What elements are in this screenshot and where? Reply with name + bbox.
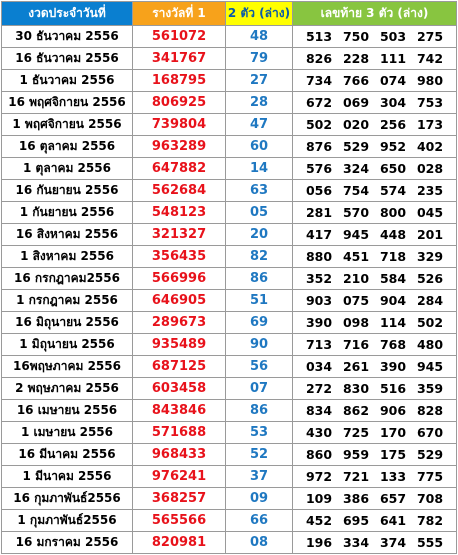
draw-date: 1 มิถุนายน 2556 — [2, 334, 133, 356]
draw-date: 16 มกราคม 2556 — [2, 532, 133, 554]
table-row — [2, 378, 457, 400]
three-digit-number: 672 — [305, 95, 333, 110]
draw-date: 16พฤษภาคม 2556 — [2, 356, 133, 378]
three-digit-number: 826 — [305, 51, 333, 66]
header-three-digit: เลขท้าย 3 ตัว (ล่าง) — [293, 2, 457, 26]
draw-date: 16 กันยายน 2556 — [2, 180, 133, 202]
three-digit-numbers — [293, 466, 457, 488]
three-digit-numbers — [293, 26, 457, 48]
three-digit-number: 670 — [416, 425, 444, 440]
two-digit-number: 51 — [226, 290, 293, 312]
three-digit-number: 133 — [379, 469, 407, 484]
two-digit-number: 14 — [226, 158, 293, 180]
three-digit-number: 329 — [416, 249, 444, 264]
draw-date: 1 มีนาคม 2556 — [2, 466, 133, 488]
table-row — [2, 312, 457, 334]
three-digit-number: 334 — [342, 535, 370, 550]
two-digit-number: 09 — [226, 488, 293, 510]
two-digit-number: 48 — [226, 26, 293, 48]
three-digit-number: 281 — [305, 205, 333, 220]
table-row — [2, 532, 457, 554]
table-row — [2, 26, 457, 48]
three-digit-numbers — [293, 532, 457, 554]
first-prize-number: 566996 — [133, 268, 226, 290]
two-digit-number: 79 — [226, 48, 293, 70]
three-digit-number: 324 — [342, 161, 370, 176]
three-digit-number: 529 — [342, 139, 370, 154]
three-digit-numbers — [293, 334, 457, 356]
three-digit-number: 529 — [416, 447, 444, 462]
three-digit-number: 210 — [342, 271, 370, 286]
three-digit-number: 074 — [379, 73, 407, 88]
two-digit-number: 90 — [226, 334, 293, 356]
three-digit-number: 734 — [305, 73, 333, 88]
three-digit-number: 903 — [305, 293, 333, 308]
three-digit-numbers — [293, 422, 457, 444]
draw-date: 1 กุมภาพันธ์2556 — [2, 510, 133, 532]
table-row — [2, 488, 457, 510]
three-digit-number: 830 — [342, 381, 370, 396]
three-digit-numbers — [293, 400, 457, 422]
three-digit-number: 503 — [379, 29, 407, 44]
three-digit-numbers — [293, 268, 457, 290]
draw-date: 16 กรกฎาคม2556 — [2, 268, 133, 290]
three-digit-number: 402 — [416, 139, 444, 154]
two-digit-number: 20 — [226, 224, 293, 246]
three-digit-number: 876 — [305, 139, 333, 154]
two-digit-number: 53 — [226, 422, 293, 444]
three-digit-number: 480 — [416, 337, 444, 352]
three-digit-number: 650 — [379, 161, 407, 176]
results-body — [2, 26, 457, 554]
three-digit-number: 417 — [305, 227, 333, 242]
two-digit-number: 86 — [226, 400, 293, 422]
two-digit-number: 52 — [226, 444, 293, 466]
three-digit-number: 390 — [305, 315, 333, 330]
three-digit-number: 390 — [379, 359, 407, 374]
draw-date: 16 สิงหาคม 2556 — [2, 224, 133, 246]
three-digit-numbers — [293, 510, 457, 532]
first-prize-number: 356435 — [133, 246, 226, 268]
draw-date: 1 ธันวาคม 2556 — [2, 70, 133, 92]
first-prize-number: 341767 — [133, 48, 226, 70]
three-digit-number: 526 — [416, 271, 444, 286]
draw-date: 16 มิถุนายน 2556 — [2, 312, 133, 334]
three-digit-number: 718 — [379, 249, 407, 264]
draw-date: 30 ธันวาคม 2556 — [2, 26, 133, 48]
header-draw-date: งวดประจำวันที่ — [2, 2, 133, 26]
three-digit-number: 304 — [379, 95, 407, 110]
three-digit-number: 570 — [342, 205, 370, 220]
draw-date: 16 ธันวาคม 2556 — [2, 48, 133, 70]
table-row — [2, 268, 457, 290]
table-row — [2, 92, 457, 114]
two-digit-number: 05 — [226, 202, 293, 224]
draw-date: 16 เมษายน 2556 — [2, 400, 133, 422]
three-digit-number: 782 — [416, 513, 444, 528]
three-digit-number: 098 — [342, 315, 370, 330]
three-digit-number: 111 — [379, 51, 407, 66]
three-digit-numbers — [293, 114, 457, 136]
three-digit-number: 959 — [342, 447, 370, 462]
three-digit-number: 201 — [416, 227, 444, 242]
two-digit-number: 86 — [226, 268, 293, 290]
three-digit-number: 170 — [379, 425, 407, 440]
two-digit-number: 56 — [226, 356, 293, 378]
three-digit-number: 860 — [305, 447, 333, 462]
three-digit-number: 374 — [379, 535, 407, 550]
two-digit-number: 07 — [226, 378, 293, 400]
three-digit-number: 352 — [305, 271, 333, 286]
three-digit-numbers — [293, 312, 457, 334]
three-digit-number: 513 — [305, 29, 333, 44]
table-row — [2, 510, 457, 532]
table-row — [2, 356, 457, 378]
three-digit-number: 555 — [416, 535, 444, 550]
table-row — [2, 466, 457, 488]
draw-date: 1 ตุลาคม 2556 — [2, 158, 133, 180]
three-digit-number: 452 — [305, 513, 333, 528]
first-prize-number: 646905 — [133, 290, 226, 312]
table-row — [2, 202, 457, 224]
three-digit-number: 175 — [379, 447, 407, 462]
three-digit-number: 880 — [305, 249, 333, 264]
three-digit-numbers — [293, 378, 457, 400]
table-row — [2, 48, 457, 70]
three-digit-number: 754 — [342, 183, 370, 198]
table-row — [2, 158, 457, 180]
three-digit-number: 173 — [416, 117, 444, 132]
three-digit-number: 721 — [342, 469, 370, 484]
three-digit-number: 502 — [305, 117, 333, 132]
three-digit-number: 056 — [305, 183, 333, 198]
three-digit-number: 261 — [342, 359, 370, 374]
table-row — [2, 136, 457, 158]
three-digit-number: 020 — [342, 117, 370, 132]
two-digit-number: 69 — [226, 312, 293, 334]
three-digit-number: 945 — [416, 359, 444, 374]
three-digit-number: 750 — [342, 29, 370, 44]
three-digit-number: 045 — [416, 205, 444, 220]
three-digit-number: 695 — [342, 513, 370, 528]
table-row — [2, 114, 457, 136]
three-digit-number: 034 — [305, 359, 333, 374]
two-digit-number: 63 — [226, 180, 293, 202]
draw-date: 1 เมษายน 2556 — [2, 422, 133, 444]
three-digit-numbers — [293, 158, 457, 180]
first-prize-number: 935489 — [133, 334, 226, 356]
first-prize-number: 806925 — [133, 92, 226, 114]
first-prize-number: 571688 — [133, 422, 226, 444]
three-digit-number: 766 — [342, 73, 370, 88]
first-prize-number: 289673 — [133, 312, 226, 334]
two-digit-number: 66 — [226, 510, 293, 532]
first-prize-number: 968433 — [133, 444, 226, 466]
table-row — [2, 422, 457, 444]
three-digit-number: 114 — [379, 315, 407, 330]
three-digit-number: 228 — [342, 51, 370, 66]
first-prize-number: 562684 — [133, 180, 226, 202]
three-digit-number: 972 — [305, 469, 333, 484]
first-prize-number: 368257 — [133, 488, 226, 510]
three-digit-number: 196 — [305, 535, 333, 550]
two-digit-number: 28 — [226, 92, 293, 114]
three-digit-number: 708 — [416, 491, 444, 506]
two-digit-number: 47 — [226, 114, 293, 136]
three-digit-number: 862 — [342, 403, 370, 418]
first-prize-number: 739804 — [133, 114, 226, 136]
table-row — [2, 224, 457, 246]
three-digit-number: 828 — [416, 403, 444, 418]
three-digit-numbers — [293, 92, 457, 114]
three-digit-number: 359 — [416, 381, 444, 396]
three-digit-numbers — [293, 356, 457, 378]
three-digit-numbers — [293, 488, 457, 510]
first-prize-number: 843846 — [133, 400, 226, 422]
three-digit-numbers — [293, 224, 457, 246]
draw-date: 2 พฤษภาคม 2556 — [2, 378, 133, 400]
table-row — [2, 70, 457, 92]
three-digit-number: 284 — [416, 293, 444, 308]
two-digit-number: 60 — [226, 136, 293, 158]
draw-date: 1 กรกฎาคม 2556 — [2, 290, 133, 312]
three-digit-number: 516 — [379, 381, 407, 396]
three-digit-number: 386 — [342, 491, 370, 506]
first-prize-number: 976241 — [133, 466, 226, 488]
draw-date: 16 มีนาคม 2556 — [2, 444, 133, 466]
three-digit-numbers — [293, 444, 457, 466]
draw-date: 16 ตุลาคม 2556 — [2, 136, 133, 158]
three-digit-number: 945 — [342, 227, 370, 242]
lottery-results-table — [1, 1, 457, 554]
two-digit-number: 08 — [226, 532, 293, 554]
three-digit-number: 657 — [379, 491, 407, 506]
three-digit-number: 775 — [416, 469, 444, 484]
three-digit-number: 576 — [305, 161, 333, 176]
draw-date: 1 กันยายน 2556 — [2, 202, 133, 224]
three-digit-numbers — [293, 246, 457, 268]
table-row — [2, 444, 457, 466]
three-digit-number: 904 — [379, 293, 407, 308]
draw-date: 1 พฤศจิกายน 2556 — [2, 114, 133, 136]
three-digit-number: 109 — [305, 491, 333, 506]
three-digit-numbers — [293, 290, 457, 312]
two-digit-number: 27 — [226, 70, 293, 92]
table-row — [2, 246, 457, 268]
three-digit-number: 768 — [379, 337, 407, 352]
three-digit-numbers — [293, 136, 457, 158]
first-prize-number: 548123 — [133, 202, 226, 224]
three-digit-number: 574 — [379, 183, 407, 198]
three-digit-number: 584 — [379, 271, 407, 286]
three-digit-number: 742 — [416, 51, 444, 66]
three-digit-number: 725 — [342, 425, 370, 440]
table-row — [2, 334, 457, 356]
two-digit-number: 37 — [226, 466, 293, 488]
three-digit-number: 834 — [305, 403, 333, 418]
three-digit-number: 952 — [379, 139, 407, 154]
first-prize-number: 321327 — [133, 224, 226, 246]
first-prize-number: 168795 — [133, 70, 226, 92]
three-digit-number: 256 — [379, 117, 407, 132]
three-digit-number: 069 — [342, 95, 370, 110]
three-digit-number: 272 — [305, 381, 333, 396]
three-digit-number: 980 — [416, 73, 444, 88]
table-row — [2, 400, 457, 422]
three-digit-number: 430 — [305, 425, 333, 440]
header-first-prize: รางวัลที่ 1 — [133, 2, 226, 26]
three-digit-number: 906 — [379, 403, 407, 418]
header-two-digit: 2 ตัว (ล่าง) — [226, 2, 293, 26]
three-digit-number: 716 — [342, 337, 370, 352]
draw-date: 16 กุมภาพันธ์2556 — [2, 488, 133, 510]
three-digit-number: 451 — [342, 249, 370, 264]
three-digit-numbers — [293, 202, 457, 224]
three-digit-number: 641 — [379, 513, 407, 528]
three-digit-number: 275 — [416, 29, 444, 44]
three-digit-number: 502 — [416, 315, 444, 330]
header-row — [2, 2, 457, 26]
three-digit-number: 028 — [416, 161, 444, 176]
three-digit-numbers — [293, 48, 457, 70]
first-prize-number: 647882 — [133, 158, 226, 180]
first-prize-number: 561072 — [133, 26, 226, 48]
two-digit-number: 82 — [226, 246, 293, 268]
three-digit-number: 235 — [416, 183, 444, 198]
table-row — [2, 290, 457, 312]
first-prize-number: 603458 — [133, 378, 226, 400]
draw-date: 16 พฤศจิกายน 2556 — [2, 92, 133, 114]
first-prize-number: 963289 — [133, 136, 226, 158]
first-prize-number: 565566 — [133, 510, 226, 532]
first-prize-number: 820981 — [133, 532, 226, 554]
three-digit-number: 713 — [305, 337, 333, 352]
three-digit-number: 800 — [379, 205, 407, 220]
three-digit-numbers — [293, 70, 457, 92]
table-row — [2, 180, 457, 202]
three-digit-numbers — [293, 180, 457, 202]
three-digit-number: 448 — [379, 227, 407, 242]
three-digit-number: 075 — [342, 293, 370, 308]
three-digit-number: 753 — [416, 95, 444, 110]
draw-date: 1 สิงหาคม 2556 — [2, 246, 133, 268]
first-prize-number: 687125 — [133, 356, 226, 378]
